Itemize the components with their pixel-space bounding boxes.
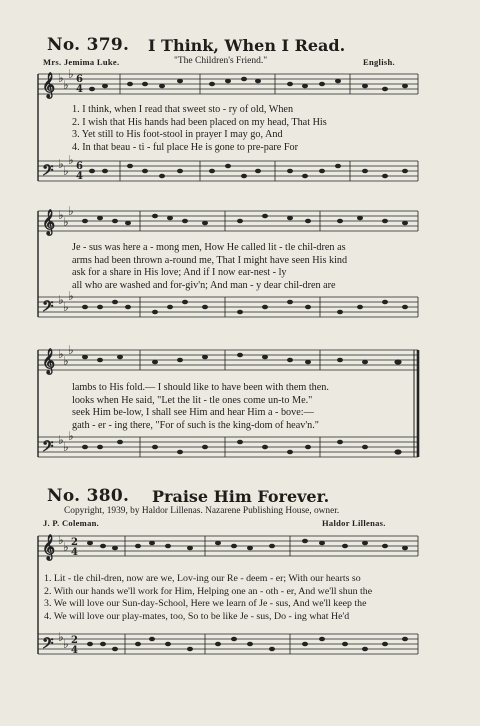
verse-line: 1. Lit - tle chil-dren, now are we, Lov-ing our Re - deem - er; With our hearts so xyxy=(44,573,361,584)
svg-text:♭: ♭ xyxy=(58,347,64,361)
svg-text:♭: ♭ xyxy=(68,204,74,218)
svg-text:♭: ♭ xyxy=(63,637,69,651)
svg-text:♭: ♭ xyxy=(68,289,74,303)
svg-text:♭: ♭ xyxy=(63,300,69,314)
svg-text:♭: ♭ xyxy=(63,164,69,178)
svg-text:4: 4 xyxy=(76,171,83,182)
svg-text:♭: ♭ xyxy=(63,215,69,229)
svg-text:♭: ♭ xyxy=(63,440,69,454)
svg-text:𝄞: 𝄞 xyxy=(42,209,56,235)
verse-line: gath - er - ing there, "For of such is the king-dom of heav'n." xyxy=(72,419,319,431)
svg-text:2: 2 xyxy=(71,635,78,646)
verse-line: ask for a share in His love; And if I now ear-nest - ly xyxy=(72,267,287,279)
verse-line: lambs to His fold.— I should like to have been with them then. xyxy=(72,382,329,393)
svg-text:♭: ♭ xyxy=(68,343,74,357)
svg-text:♭: ♭ xyxy=(63,540,69,554)
svg-text:𝄢: 𝄢 xyxy=(42,635,54,656)
svg-text:♭: ♭ xyxy=(58,433,64,447)
verse-line: 2. With our hands we'll work for Him, Helping one an - oth - er, And we'll shun the xyxy=(44,585,373,597)
svg-text:4: 4 xyxy=(71,645,78,656)
svg-text:♭: ♭ xyxy=(58,533,64,547)
verse-line: arms had been thrown a-round me, That I might have seen His kind xyxy=(72,254,348,266)
verse-line: Je - sus was here a - mong men, How He called lit - tle chil-dren as xyxy=(72,242,346,253)
hymn-379-source: "The Children's Friend." xyxy=(174,56,268,66)
svg-text:♭: ♭ xyxy=(68,429,74,443)
verse-line: 4. We will love our play-mates, too, So to be like Je - sus, Do - ing what He'd xyxy=(44,610,350,622)
verse-line: 4. In that beau - ti - ful place He is gone to pre-pare For xyxy=(72,141,299,153)
hymn-379-author: Mrs. Jemima Luke. xyxy=(43,57,120,67)
svg-text:𝄢: 𝄢 xyxy=(42,298,54,319)
svg-text:♭: ♭ xyxy=(58,630,64,644)
svg-text:6: 6 xyxy=(76,74,83,85)
verse-line: 3. Yet still to His foot-stool in prayer I may go, And xyxy=(72,129,283,141)
svg-text:♭: ♭ xyxy=(68,153,74,167)
hymn-380-number: No. 380. xyxy=(47,486,130,506)
hymn-380-author: J. P. Coleman. xyxy=(43,518,100,528)
verse-line: all who are washed and for-giv'n; And man - y dear chil-dren are xyxy=(72,279,336,291)
svg-text:4: 4 xyxy=(76,84,83,95)
svg-text:♭: ♭ xyxy=(58,71,64,85)
hymn-380-copyright: Copyright, 1939, by Haldor Lillenas. Nazarene Publishing House, owner. xyxy=(64,506,340,516)
svg-text:2: 2 xyxy=(71,537,78,548)
svg-text:𝄢: 𝄢 xyxy=(42,162,54,183)
verse-line: 1. I think, when I read that sweet sto - ry of old, When xyxy=(72,104,294,115)
svg-text:𝄞: 𝄞 xyxy=(42,348,56,374)
svg-text:𝄢: 𝄢 xyxy=(42,438,54,459)
hymn-380-composer: Haldor Lillenas. xyxy=(322,518,386,528)
svg-text:♭: ♭ xyxy=(58,293,64,307)
svg-text:♭: ♭ xyxy=(63,78,69,92)
svg-text:6: 6 xyxy=(76,161,83,172)
svg-text:♭: ♭ xyxy=(58,157,64,171)
svg-text:♭: ♭ xyxy=(58,208,64,222)
hymn-379-title: I Think, When I Read. xyxy=(148,36,346,55)
svg-text:𝄞: 𝄞 xyxy=(42,72,56,98)
verse-line: 2. I wish that His hands had been placed on my head, That His xyxy=(72,116,327,128)
verse-line: looks when He said, "Let the lit - tle ones come un-to Me." xyxy=(72,394,313,406)
hymn-380-title: Praise Him Forever. xyxy=(152,487,330,506)
svg-text:𝄞: 𝄞 xyxy=(42,534,56,560)
svg-text:♭: ♭ xyxy=(68,67,74,81)
hymn-379-tune: English. xyxy=(363,57,395,67)
verse-line: 3. We will love our Sun-day-School, Here we learn of Je - sus, And we'll keep the xyxy=(44,598,367,610)
verse-block-380-1 xyxy=(44,573,414,625)
svg-text:♭: ♭ xyxy=(63,354,69,368)
hymn-379-number: No. 379. xyxy=(47,35,130,55)
svg-text:4: 4 xyxy=(71,547,78,558)
verse-line: seek Him be-low, I shall see Him and hear Him a - bove:— xyxy=(72,407,314,419)
